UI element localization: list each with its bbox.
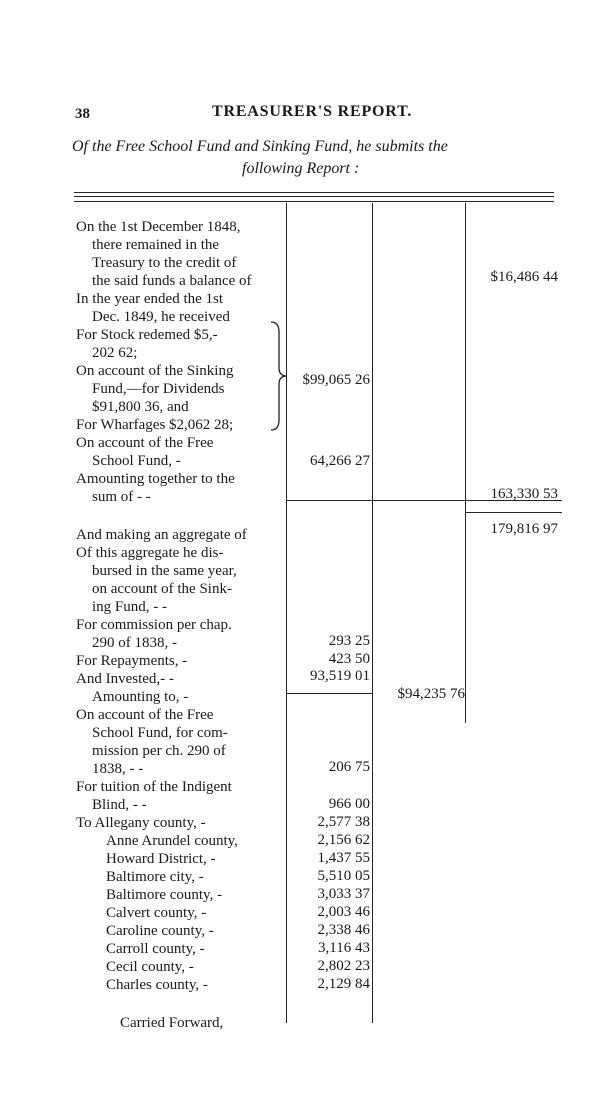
amount-col-1: 3,033 37 [317,886,370,902]
amount-col-1: 93,519 01 [310,668,370,684]
intro-line-1: Of the Free School Fund and Sinking Fund, he submits the [72,138,448,155]
entry-line: sum of - - [92,489,151,505]
amount-col-1: 293 25 [328,633,370,649]
entry-line: On account of the Free [76,435,214,451]
sum-rule-3 [287,693,372,694]
amount-col-1: $99,065 26 [302,372,370,388]
entry-line: On account of the Sinking [76,363,234,379]
entry-line: Treasury to the credit of [92,255,237,271]
entry-line: School Fund, for com- [92,725,228,741]
intro-line-2: following Report : [242,160,360,177]
entry-line: Calvert county, - [106,905,207,921]
amount-col-3: $16,486 44 [490,269,558,285]
entry-line: On account of the Free [76,707,214,723]
entry-line: there remained in the [92,237,220,253]
entry-line: 202 62; [92,345,138,361]
entry-line: Charles county, - [106,977,208,993]
entry-line: ing Fund, - - [92,599,167,615]
entry-line: Caroline county, - [106,923,214,939]
entry-line: Baltimore county, - [106,887,223,903]
table-top-rule [74,192,554,193]
sum-rule-2 [466,512,562,513]
amount-col-1: 64,266 27 [310,453,370,469]
entry-line: bursed in the same year, [92,563,237,579]
entry-line: In the year ended the 1st [76,291,224,307]
amount-col-2: $94,235 76 [397,686,465,702]
amount-col-3: 179,816 97 [490,521,558,537]
amount-col-1: 206 75 [328,759,370,775]
entry-line: And making an aggregate of [76,527,247,543]
entry-line: Amounting together to the [76,471,235,487]
column-rule-2 [372,203,373,1023]
amount-col-1: 2,577 38 [317,814,370,830]
entry-line: On the 1st December 1848, [76,219,241,235]
entry-line: the said funds a balance of [92,273,252,289]
amount-col-1: 2,003 46 [317,904,370,920]
amount-col-1: 3,116 43 [318,940,370,956]
entry-line: For tuition of the Indigent [76,779,232,795]
entry-line: on account of the Sink- [92,581,232,597]
entry-line: Anne Arundel county, [106,833,238,849]
amount-col-1: 1,437 55 [317,850,370,866]
entry-line: $91,800 36, and [92,399,189,415]
amount-col-1: 966 00 [328,796,370,812]
table-top-rule-thin [74,201,554,202]
entry-line: Amounting to, - [92,689,189,705]
entry-line: For commission per chap. [76,617,232,633]
entry-line: For Wharfages $2,062 28; [76,417,234,433]
amount-col-1: 5,510 05 [317,868,370,884]
entry-line: Carried Forward, [120,1015,224,1031]
entry-line: Carroll county, - [106,941,205,957]
running-head: TREASURER'S REPORT. [212,103,413,120]
entry-line: Dec. 1849, he received [92,309,230,325]
amount-col-1: 2,338 46 [317,922,370,938]
brace-icon [269,320,289,432]
entry-line: Baltimore city, - [106,869,204,885]
amount-col-1: 2,156 62 [317,832,370,848]
entry-line: Blind, - - [92,797,147,813]
amount-col-1: 423 50 [328,651,370,667]
entry-line: Of this aggregate he dis- [76,545,224,561]
amount-col-3: 163,330 53 [490,486,558,502]
table-top-rule-double [74,196,554,197]
column-rule-3 [465,203,466,723]
entry-line: Fund,—for Dividends [92,381,225,397]
entry-line: Cecil county, - [106,959,194,975]
entry-line: School Fund, - [92,453,181,469]
page-number: 38 [75,106,90,122]
entry-line: For Repayments, - [76,653,188,669]
entry-line: For Stock redemed $5,- [76,327,218,343]
amount-col-1: 2,802 23 [317,958,370,974]
entry-line: To Allegany county, - [76,815,206,831]
entry-line: And Invested,- - [76,671,174,687]
entry-line: 1838, - - [92,761,144,777]
entry-line: Howard District, - [106,851,216,867]
amount-col-1: 2,129 84 [317,976,370,992]
intro-paragraph [72,136,562,180]
entry-line: 290 of 1838, - [92,635,177,651]
entry-line: mission per ch. 290 of [92,743,226,759]
